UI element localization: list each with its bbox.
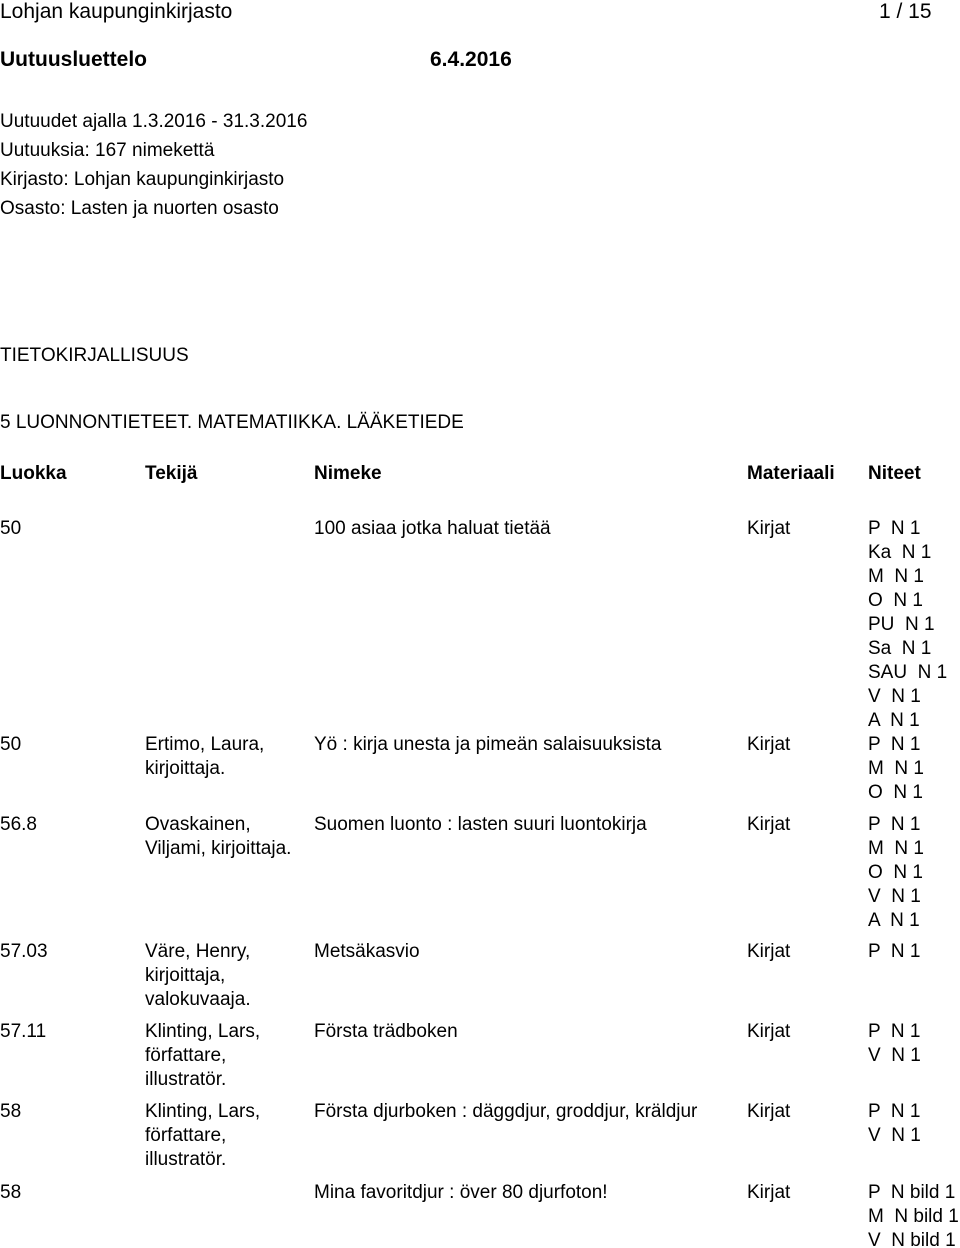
nide-line: M N 1 (868, 838, 924, 859)
row-nimeke: Suomen luonto : lasten suuri luontokirja (314, 814, 647, 835)
tekija-line: Ovaskainen, (145, 814, 251, 835)
row-nimeke: Första trädboken (314, 1021, 458, 1042)
row-materiaali: Kirjat (747, 734, 791, 755)
nide-line: V N 1 (868, 686, 921, 707)
nide-line: O N 1 (868, 590, 923, 611)
tekija-line: Ertimo, Laura, (145, 734, 265, 755)
col-niteet: Niteet (868, 463, 921, 484)
row-nimeke: Yö : kirja unesta ja pimeän salaisuuksista (314, 734, 662, 755)
row-niteet (868, 940, 920, 964)
row-tekija (145, 1100, 260, 1172)
row-luokka: 57.03 (0, 941, 48, 962)
row-luokka: 58 (0, 1182, 22, 1203)
tekija-line: valokuvaaja. (145, 989, 251, 1010)
nide-line: V N 1 (868, 1125, 921, 1146)
tekija-line: illustratör. (145, 1149, 227, 1170)
library-name: Lohjan kaupunginkirjasto (0, 0, 233, 23)
tekija-line: illustratör. (145, 1069, 227, 1090)
tekija-line: kirjoittaja. (145, 758, 226, 779)
nide-line: P N 1 (868, 1021, 921, 1042)
row-materiaali: Kirjat (747, 1101, 791, 1122)
row-luokka: 50 (0, 518, 22, 539)
row-materiaali: Kirjat (747, 518, 791, 539)
nide-line: P N 1 (868, 518, 921, 539)
row-nimeke: 100 asiaa jotka haluat tietää (314, 518, 551, 539)
col-tekija: Tekijä (145, 463, 198, 484)
page-number: 1 / 15 (879, 0, 932, 23)
nide-line: M N bild 1 (868, 1206, 959, 1227)
row-tekija (145, 733, 264, 781)
tekija-line: Klinting, Lars, (145, 1021, 261, 1042)
row-nimeke: Första djurboken : däggdjur, groddjur, kräldjur (314, 1101, 698, 1122)
nide-line: Ka N 1 (868, 542, 932, 563)
nide-line: PU N 1 (868, 614, 935, 635)
tekija-line: författare, (145, 1125, 227, 1146)
nide-line: P N 1 (868, 941, 921, 962)
nide-line: A N 1 (868, 910, 920, 931)
row-niteet (868, 1181, 959, 1248)
col-nimeke: Nimeke (314, 463, 382, 484)
nide-line: V N 1 (868, 886, 921, 907)
row-niteet (868, 1020, 921, 1068)
nide-line: P N 1 (868, 814, 921, 835)
info-period: Uutuudet ajalla 1.3.2016 - 31.3.2016 (0, 111, 308, 132)
tekija-line: Viljami, kirjoittaja. (145, 838, 292, 859)
col-materiaali: Materiaali (747, 463, 835, 484)
nide-line: P N 1 (868, 1101, 921, 1122)
row-nimeke: Metsäkasvio (314, 941, 420, 962)
nide-line: A N 1 (868, 710, 920, 731)
row-luokka: 56.8 (0, 814, 37, 835)
nide-line: O N 1 (868, 862, 923, 883)
nide-line: V N bild 1 (868, 1230, 956, 1248)
row-niteet (868, 813, 924, 933)
row-materiaali: Kirjat (747, 1182, 791, 1203)
row-materiaali: Kirjat (747, 941, 791, 962)
row-niteet (868, 517, 947, 733)
row-tekija (145, 1020, 260, 1092)
subcategory-heading: 5 LUONNONTIETEET. MATEMATIIKKA. LÄÄKETIEDE (0, 412, 464, 433)
info-count: Uutuuksia: 167 nimekettä (0, 140, 215, 161)
nide-line: M N 1 (868, 566, 924, 587)
row-tekija (145, 813, 291, 861)
nide-line: V N 1 (868, 1045, 921, 1066)
nide-line: M N 1 (868, 758, 924, 779)
row-luokka: 58 (0, 1101, 22, 1122)
nide-line: O N 1 (868, 782, 923, 803)
row-tekija (145, 940, 251, 1012)
row-materiaali: Kirjat (747, 1021, 791, 1042)
row-nimeke: Mina favoritdjur : över 80 djurfoton! (314, 1182, 608, 1203)
row-luokka: 50 (0, 734, 22, 755)
tekija-line: författare, (145, 1045, 227, 1066)
tekija-line: Väre, Henry, (145, 941, 251, 962)
category-heading: TIETOKIRJALLISUUS (0, 345, 189, 366)
info-department: Osasto: Lasten ja nuorten osasto (0, 198, 279, 219)
nide-line: P N bild 1 (868, 1182, 956, 1203)
row-luokka: 57.11 (0, 1021, 47, 1042)
nide-line: SAU N 1 (868, 662, 948, 683)
col-luokka: Luokka (0, 463, 67, 484)
tekija-line: kirjoittaja, (145, 965, 226, 986)
info-library: Kirjasto: Lohjan kaupunginkirjasto (0, 169, 285, 190)
list-date: 6.4.2016 (430, 48, 512, 71)
nide-line: P N 1 (868, 734, 921, 755)
row-niteet (868, 1100, 921, 1148)
row-niteet (868, 733, 924, 805)
nide-line: Sa N 1 (868, 638, 932, 659)
tekija-line: Klinting, Lars, (145, 1101, 261, 1122)
row-materiaali: Kirjat (747, 814, 791, 835)
list-title: Uutuusluettelo (0, 48, 147, 71)
